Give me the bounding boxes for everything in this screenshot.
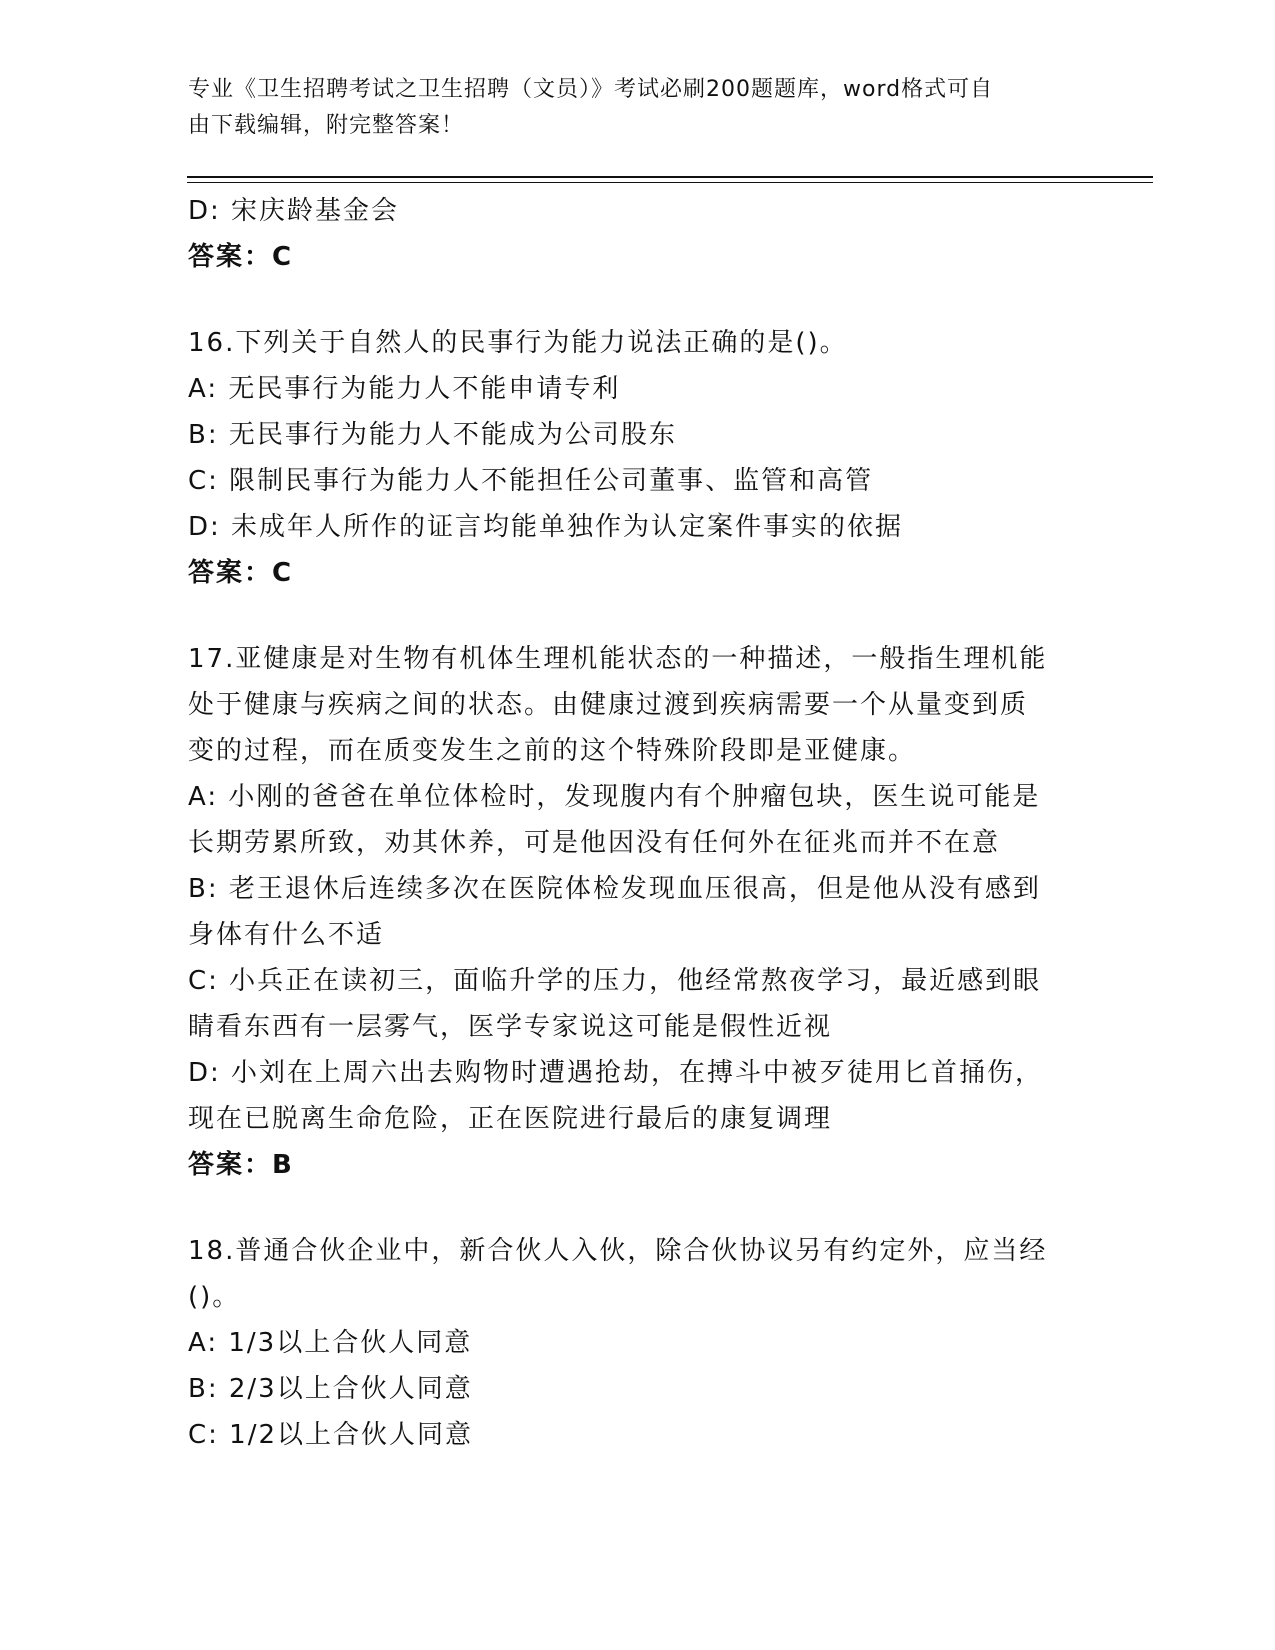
q18-option-a: A: 1/3以上合伙人同意 [188,1328,473,1358]
q17-stem-line-1: 17.亚健康是对生物有机体生理机能状态的一种描述，一般指生理机能 [188,644,1048,674]
header-line-2: 由下载编辑，附完整答案！ [188,113,465,138]
document-header [188,72,1088,144]
q17-option-a-line-2: 长期劳累所致，劝其休养，可是他因没有任何外在征兆而并不在意 [188,828,1001,858]
prev-option-d: D: 宋庆龄基金会 [188,196,400,226]
q17-stem-line-2: 处于健康与疾病之间的状态。由健康过渡到疾病需要一个从量变到质 [188,690,1029,720]
q17-option-b-line-1: B: 老王退休后连续多次在医院体检发现血压很高，但是他从没有感到 [188,874,1041,904]
q17-stem-line-3: 变的过程，而在质变发生之前的这个特殊阶段即是亚健康。 [188,736,917,766]
q16-option-b: B: 无民事行为能力人不能成为公司股东 [188,420,677,450]
q18-option-b: B: 2/3以上合伙人同意 [188,1374,473,1404]
header-divider-thin [187,182,1153,183]
q17-option-c-line-1: C: 小兵正在读初三，面临升学的压力，他经常熬夜学习，最近感到眼 [188,966,1042,996]
question-block-16 [188,320,1088,596]
header-divider-thick [187,176,1153,178]
q17-option-c-line-2: 睛看东西有一层雾气，医学专家说这可能是假性近视 [188,1012,833,1042]
prev-answer: 答案：C [188,242,294,272]
q16-option-d: D: 未成年人所作的证言均能单独作为认定案件事实的依据 [188,512,904,542]
q18-stem-line-2: ()。 [188,1282,241,1312]
q16-option-a: A: 无民事行为能力人不能申请专利 [188,374,621,404]
question-block-17 [188,636,1088,1188]
q17-answer: 答案：B [188,1150,294,1180]
q17-option-a-line-1: A: 小刚的爸爸在单位体检时，发现腹内有个肿瘤包块，医生说可能是 [188,782,1041,812]
q17-option-b-line-2: 身体有什么不适 [188,920,385,950]
q18-option-c: C: 1/2以上合伙人同意 [188,1420,474,1450]
q16-answer: 答案：C [188,558,294,588]
q17-option-d-line-1: D: 小刘在上周六出去购物时遭遇抢劫，在搏斗中被歹徒用匕首捅伤， [188,1058,1044,1088]
question-block-prev [188,188,1088,280]
q16-option-c: C: 限制民事行为能力人不能担任公司董事、监管和高管 [188,466,874,496]
q17-option-d-line-2: 现在已脱离生命危险，正在医院进行最后的康复调理 [188,1104,833,1134]
question-block-18 [188,1228,1088,1458]
q18-stem-line-1: 18.普通合伙企业中，新合伙人入伙，除合伙协议另有约定外，应当经 [188,1236,1048,1266]
q16-stem: 16.下列关于自然人的民事行为能力说法正确的是()。 [188,328,848,358]
header-line-1: 专业《卫生招聘考试之卫生招聘（文员）》考试必刷200题题库，word格式可自 [188,77,994,102]
document-body [188,188,1088,1458]
